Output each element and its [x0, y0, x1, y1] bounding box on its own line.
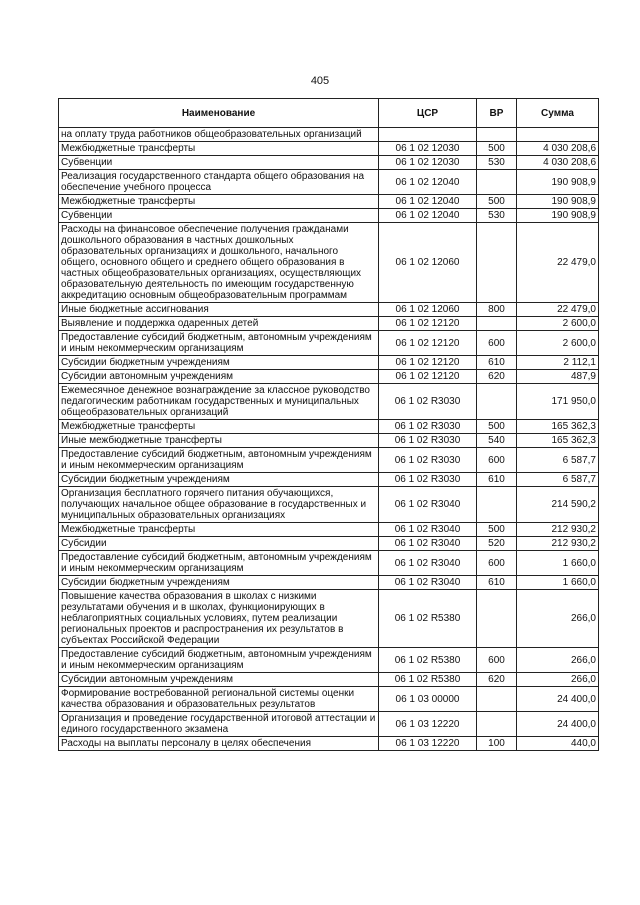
cell-sum: 4 030 208,6: [517, 142, 599, 156]
cell-name: Организация бесплатного горячего питания обучающихся, получающих начальное общее образование в государственных и муниципальных образовательных организациях: [59, 487, 379, 523]
cell-sum: 24 400,0: [517, 687, 599, 712]
table-row: [59, 523, 599, 537]
cell-sum: 2 112,1: [517, 356, 599, 370]
table-row: [59, 303, 599, 317]
cell-csr: 06 1 02 12120: [379, 356, 477, 370]
cell-name: Субсидии бюджетным учреждениям: [59, 356, 379, 370]
cell-csr: 06 1 02 R3030: [379, 420, 477, 434]
table-row: [59, 473, 599, 487]
cell-csr: 06 1 02 12040: [379, 209, 477, 223]
cell-vr: 500: [477, 523, 517, 537]
cell-name: Предоставление субсидий бюджетным, автономным учреждениям и иным некоммерческим организациям: [59, 448, 379, 473]
cell-sum: 190 908,9: [517, 170, 599, 195]
cell-vr: 610: [477, 356, 517, 370]
cell-sum: 6 587,7: [517, 473, 599, 487]
cell-vr: 500: [477, 420, 517, 434]
cell-sum: 440,0: [517, 737, 599, 751]
cell-vr: [477, 487, 517, 523]
cell-name: Реализация государственного стандарта общего образования на обеспечение учебного процесса: [59, 170, 379, 195]
table-row: [59, 737, 599, 751]
cell-sum: 2 600,0: [517, 317, 599, 331]
cell-sum: 266,0: [517, 648, 599, 673]
cell-csr: 06 1 02 R5380: [379, 673, 477, 687]
cell-sum: 22 479,0: [517, 303, 599, 317]
cell-csr: 06 1 02 R3040: [379, 576, 477, 590]
cell-csr: 06 1 02 R3030: [379, 384, 477, 420]
table-row: [59, 142, 599, 156]
cell-csr: 06 1 02 R3040: [379, 523, 477, 537]
cell-csr: 06 1 02 12040: [379, 195, 477, 209]
cell-csr: 06 1 02 R5380: [379, 648, 477, 673]
cell-sum: 190 908,9: [517, 195, 599, 209]
cell-name: Субсидии бюджетным учреждениям: [59, 576, 379, 590]
table-row: [59, 551, 599, 576]
cell-name: Предоставление субсидий бюджетным, автономным учреждениям и иным некоммерческим организациям: [59, 648, 379, 673]
cell-csr: 06 1 03 12220: [379, 712, 477, 737]
table-row: [59, 687, 599, 712]
cell-vr: [477, 223, 517, 303]
table-row: [59, 209, 599, 223]
cell-sum: 212 930,2: [517, 537, 599, 551]
table-row: [59, 356, 599, 370]
table-row: [59, 156, 599, 170]
cell-name: Межбюджетные трансферты: [59, 142, 379, 156]
cell-sum: 487,9: [517, 370, 599, 384]
cell-name: Субвенции: [59, 156, 379, 170]
cell-csr: 06 1 02 12060: [379, 303, 477, 317]
cell-name: Субсидии автономным учреждениям: [59, 370, 379, 384]
table-row: [59, 170, 599, 195]
table-row: [59, 331, 599, 356]
cell-name: Субсидии: [59, 537, 379, 551]
table-row: [59, 128, 599, 142]
cell-vr: [477, 128, 517, 142]
header-name: Наименование: [59, 99, 379, 128]
cell-vr: 600: [477, 551, 517, 576]
cell-vr: 500: [477, 142, 517, 156]
cell-csr: 06 1 02 R3030: [379, 473, 477, 487]
cell-csr: 06 1 02 R3040: [379, 551, 477, 576]
cell-name: Выявление и поддержка одаренных детей: [59, 317, 379, 331]
cell-sum: 165 362,3: [517, 434, 599, 448]
cell-csr: 06 1 02 12120: [379, 331, 477, 356]
cell-csr: 06 1 02 R3030: [379, 448, 477, 473]
cell-sum: 165 362,3: [517, 420, 599, 434]
budget-table: [58, 98, 599, 751]
cell-name: Субвенции: [59, 209, 379, 223]
cell-csr: 06 1 02 12120: [379, 370, 477, 384]
cell-name: на оплату труда работников общеобразовательных организаций: [59, 128, 379, 142]
cell-sum: 266,0: [517, 590, 599, 648]
cell-sum: 214 590,2: [517, 487, 599, 523]
cell-name: Предоставление субсидий бюджетным, автономным учреждениям и иным некоммерческим организациям: [59, 551, 379, 576]
cell-csr: 06 1 02 R3030: [379, 434, 477, 448]
cell-name: Организация и проведение государственной итоговой аттестации и единого государственного экзамена: [59, 712, 379, 737]
table-row: [59, 434, 599, 448]
cell-csr: 06 1 03 00000: [379, 687, 477, 712]
cell-name: Иные межбюджетные трансферты: [59, 434, 379, 448]
cell-sum: 1 660,0: [517, 576, 599, 590]
cell-sum: 24 400,0: [517, 712, 599, 737]
table-row: [59, 448, 599, 473]
cell-sum: 190 908,9: [517, 209, 599, 223]
table-header-row: [59, 99, 599, 128]
cell-vr: 530: [477, 156, 517, 170]
cell-vr: 530: [477, 209, 517, 223]
cell-sum: 171 950,0: [517, 384, 599, 420]
cell-vr: [477, 170, 517, 195]
table-row: [59, 195, 599, 209]
cell-vr: [477, 712, 517, 737]
cell-sum: 22 479,0: [517, 223, 599, 303]
cell-csr: 06 1 02 R3040: [379, 537, 477, 551]
cell-name: Межбюджетные трансферты: [59, 420, 379, 434]
cell-vr: 600: [477, 331, 517, 356]
cell-vr: 610: [477, 473, 517, 487]
cell-sum: 266,0: [517, 673, 599, 687]
table-row: [59, 384, 599, 420]
cell-name: Межбюджетные трансферты: [59, 195, 379, 209]
cell-vr: 540: [477, 434, 517, 448]
table-row: [59, 420, 599, 434]
table-row: [59, 370, 599, 384]
cell-csr: 06 1 02 12030: [379, 142, 477, 156]
table-row: [59, 317, 599, 331]
table-row: [59, 712, 599, 737]
cell-sum: 212 930,2: [517, 523, 599, 537]
cell-csr: [379, 128, 477, 142]
table-row: [59, 223, 599, 303]
cell-vr: 800: [477, 303, 517, 317]
cell-vr: [477, 384, 517, 420]
cell-vr: 610: [477, 576, 517, 590]
cell-csr: 06 1 02 12060: [379, 223, 477, 303]
table-row: [59, 487, 599, 523]
cell-vr: 520: [477, 537, 517, 551]
cell-csr: 06 1 02 R5380: [379, 590, 477, 648]
table-row: [59, 576, 599, 590]
cell-vr: [477, 687, 517, 712]
cell-vr: 600: [477, 448, 517, 473]
table-row: [59, 673, 599, 687]
cell-name: Расходы на финансовое обеспечение получения гражданами дошкольного образования в частных дошкольных образовательных организациях и дошкольного, начального общего, основного общего и среднего общего образования в частных общеобразовательных организациях, осуществляющих образовательную деятельность по имеющим государственную аккредитацию основным общеобразовательным программам: [59, 223, 379, 303]
cell-name: Межбюджетные трансферты: [59, 523, 379, 537]
cell-vr: 620: [477, 370, 517, 384]
cell-name: Предоставление субсидий бюджетным, автономным учреждениям и иным некоммерческим организациям: [59, 331, 379, 356]
cell-sum: 4 030 208,6: [517, 156, 599, 170]
table-row: [59, 537, 599, 551]
cell-vr: 100: [477, 737, 517, 751]
cell-vr: 600: [477, 648, 517, 673]
cell-vr: 620: [477, 673, 517, 687]
header-csr: ЦСР: [379, 99, 477, 128]
cell-name: Ежемесячное денежное вознаграждение за классное руководство педагогическим работникам государственных и муниципальных общеобразовательных организаций: [59, 384, 379, 420]
cell-csr: 06 1 03 12220: [379, 737, 477, 751]
cell-sum: 6 587,7: [517, 448, 599, 473]
cell-vr: [477, 317, 517, 331]
cell-sum: 1 660,0: [517, 551, 599, 576]
cell-sum: 2 600,0: [517, 331, 599, 356]
header-vr: ВР: [477, 99, 517, 128]
table-row: [59, 648, 599, 673]
cell-name: Субсидии бюджетным учреждениям: [59, 473, 379, 487]
cell-csr: 06 1 02 12040: [379, 170, 477, 195]
cell-name: Повышение качества образования в школах с низкими результатами обучения и в школах, функционирующих в неблагоприятных социальных условиях, путем реализации региональных проектов и распространения их результатов в субъектах Российской Федерации: [59, 590, 379, 648]
cell-vr: 500: [477, 195, 517, 209]
cell-name: Иные бюджетные ассигнования: [59, 303, 379, 317]
cell-vr: [477, 590, 517, 648]
cell-sum: [517, 128, 599, 142]
cell-csr: 06 1 02 12120: [379, 317, 477, 331]
page-number: 405: [310, 75, 330, 87]
header-sum: Сумма: [517, 99, 599, 128]
cell-name: Субсидии автономным учреждениям: [59, 673, 379, 687]
cell-csr: 06 1 02 R3040: [379, 487, 477, 523]
cell-name: Формирование востребованной региональной системы оценки качества образования и образовательных результатов: [59, 687, 379, 712]
cell-name: Расходы на выплаты персоналу в целях обеспечения: [59, 737, 379, 751]
cell-csr: 06 1 02 12030: [379, 156, 477, 170]
table-row: [59, 590, 599, 648]
